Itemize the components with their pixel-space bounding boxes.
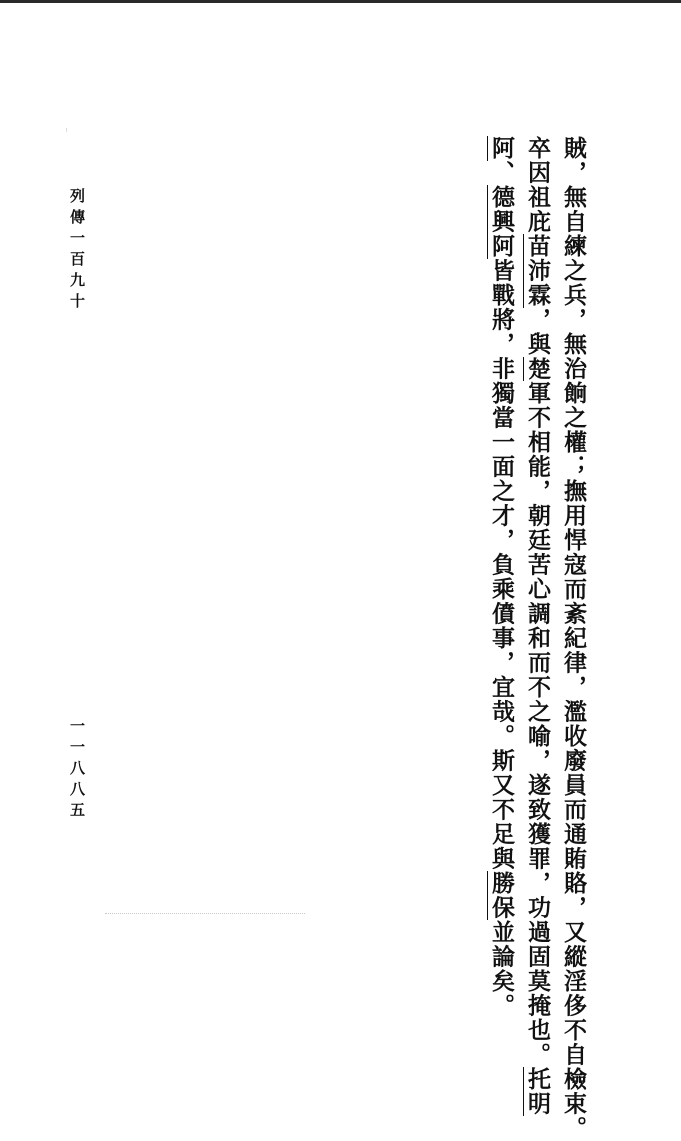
scan-noise	[105, 913, 305, 916]
text-segment: 卒因祖庇	[524, 136, 551, 234]
text-column	[558, 136, 588, 1141]
proper-name-mark: 托明	[524, 1067, 551, 1116]
running-title: 列傳一百九十	[68, 188, 86, 314]
text-column	[486, 136, 516, 1018]
text-column	[522, 136, 552, 1116]
proper-name-mark: 德興阿	[488, 185, 515, 259]
proper-name-mark: 楚	[524, 356, 551, 381]
text-segment: ，與	[524, 307, 551, 357]
proper-name-mark: 苗沛霖	[524, 234, 551, 308]
text-segment: 皆戰將，非獨當一面之才，負乘僨事，宜哉。斯又不足與	[488, 258, 515, 871]
page-number: 一一八八五	[68, 718, 86, 823]
proper-name-mark: 勝保	[488, 871, 515, 920]
body-text	[480, 136, 590, 1141]
text-segment: 並論矣。	[488, 920, 515, 1018]
scan-speck	[66, 128, 67, 132]
text-segment: 、	[488, 160, 515, 185]
text-segment: 賊，無自練之兵，無治餉之權；撫用悍寇而紊紀律，濫收廢員而通賄賂，又縱淫侈不自檢束。	[560, 136, 587, 1141]
proper-name-mark: 阿	[488, 136, 515, 161]
text-segment: 軍不相能，朝廷苦心調和而不之喻，遂致獲罪，功過固莫掩也。	[524, 381, 551, 1067]
top-border-line	[0, 0, 681, 3]
